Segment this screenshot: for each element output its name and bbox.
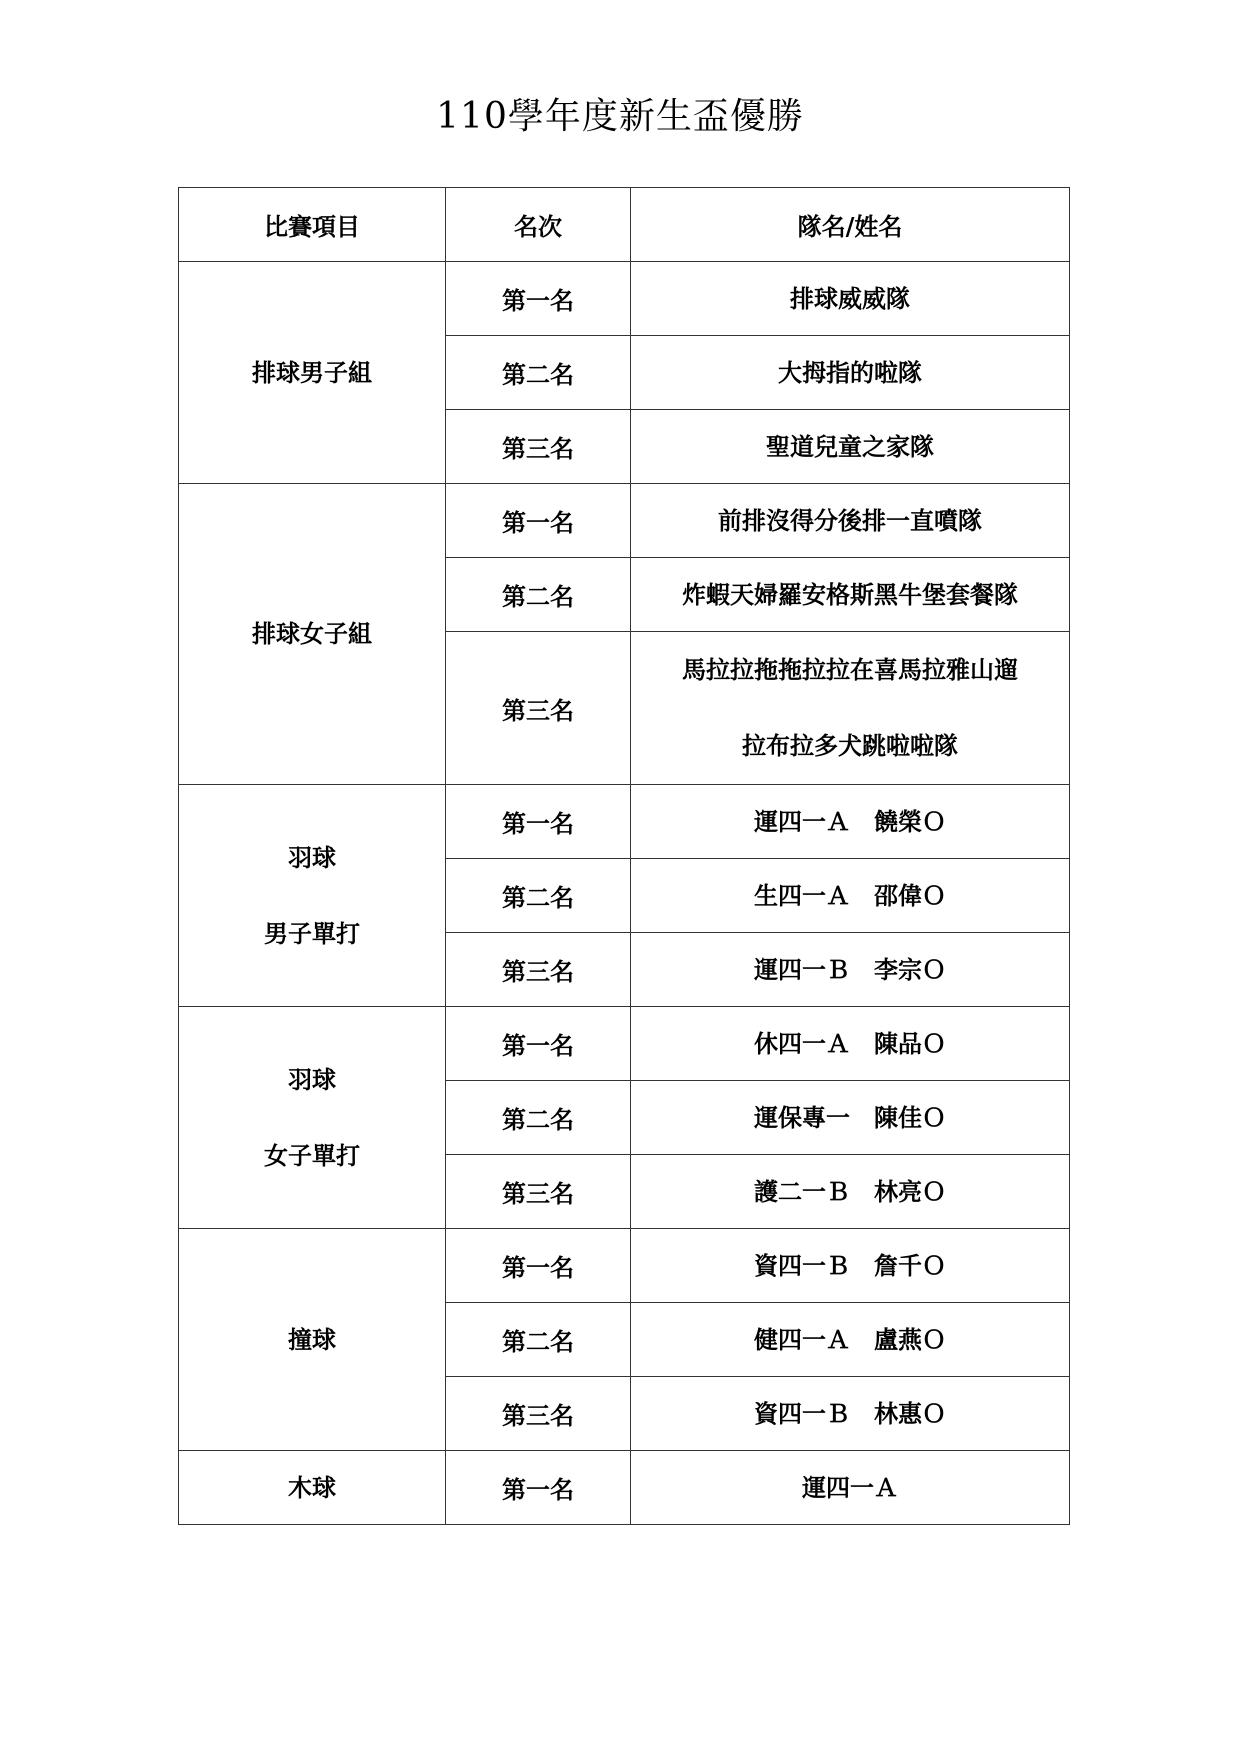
header-row: [179, 188, 1070, 262]
rank-cell: 第二名: [446, 1303, 631, 1377]
team-cell: [631, 1451, 1070, 1525]
rank-cell: 第三名: [446, 933, 631, 1007]
event-cell: [179, 785, 446, 1007]
team-cell: [631, 1007, 1070, 1081]
rank-cell: 第一名: [446, 1229, 631, 1303]
awards-body: [179, 262, 1070, 1525]
rank-cell: 第三名: [446, 1155, 631, 1229]
header-rank: 名次: [446, 188, 631, 262]
rank-cell: 第一名: [446, 1007, 631, 1081]
event-name-line: 羽球: [288, 842, 336, 872]
team-cell: [631, 558, 1070, 632]
awards-table: [178, 187, 1070, 1525]
rank-cell: 第一名: [446, 785, 631, 859]
event-name-line: 撞球: [288, 1324, 336, 1354]
team-name-line: 炸蝦天婦羅安格斯黑牛堡套餐隊: [682, 579, 1018, 609]
event-name-line: 羽球: [288, 1064, 336, 1094]
table-row: [179, 1007, 1070, 1081]
team-cell: [631, 785, 1070, 859]
rank-cell: 第二名: [446, 1081, 631, 1155]
event-cell: [179, 1451, 446, 1525]
page-title: 110學年度新生盃優勝: [436, 96, 804, 137]
team-name-line: 排球威威隊: [790, 283, 910, 313]
team-name-line: 前排沒得分後排一直噴隊: [718, 505, 982, 535]
team-cell: [631, 933, 1070, 1007]
team-name-line: 生四一Ａ 邵偉Ｏ: [754, 880, 946, 910]
team-name-line: 大拇指的啦隊: [778, 357, 922, 387]
table-row: [179, 262, 1070, 336]
rank-cell: 第二名: [446, 558, 631, 632]
rank-cell: 第一名: [446, 484, 631, 558]
event-name-line: 男子單打: [264, 918, 360, 948]
team-cell: [631, 336, 1070, 410]
rank-cell: 第三名: [446, 632, 631, 785]
team-name-line: 拉布拉多犬跳啦啦隊: [742, 731, 958, 760]
team-name-line: 資四一Ｂ 林惠Ｏ: [754, 1398, 946, 1428]
rank-cell: 第三名: [446, 1377, 631, 1451]
team-name-line: 運四一Ａ 饒榮Ｏ: [754, 806, 946, 836]
rank-cell: 第二名: [446, 336, 631, 410]
team-cell: [631, 1377, 1070, 1451]
event-name-line: 排球男子組: [252, 357, 372, 387]
event-name-line: 女子單打: [264, 1140, 360, 1170]
event-cell: [179, 484, 446, 785]
team-cell: [631, 410, 1070, 484]
table-row: [179, 1451, 1070, 1525]
header-team: 隊名/姓名: [631, 188, 1070, 262]
team-cell: [631, 1229, 1070, 1303]
table-row: [179, 484, 1070, 558]
rank-cell: 第一名: [446, 262, 631, 336]
team-name-line: 運四一Ｂ 李宗Ｏ: [754, 954, 946, 984]
rank-cell: 第三名: [446, 410, 631, 484]
team-cell: [631, 484, 1070, 558]
team-name-line: 休四一Ａ 陳品Ｏ: [754, 1028, 946, 1058]
event-cell: [179, 1007, 446, 1229]
event-name-line: 木球: [288, 1472, 336, 1502]
table-row: [179, 1229, 1070, 1303]
team-name-line: 運保專一 陳佳Ｏ: [754, 1102, 946, 1132]
team-name-line: 護二一Ｂ 林亮Ｏ: [754, 1176, 946, 1206]
team-name-line: 資四一Ｂ 詹千Ｏ: [754, 1250, 946, 1280]
rank-cell: 第二名: [446, 859, 631, 933]
team-cell: [631, 1081, 1070, 1155]
event-name-line: 排球女子組: [252, 619, 372, 648]
team-cell: [631, 632, 1070, 785]
team-cell: [631, 1303, 1070, 1377]
table-row: [179, 785, 1070, 859]
team-name-line: 運四一Ａ: [802, 1472, 898, 1502]
team-name-line: 健四一Ａ 盧燕Ｏ: [754, 1324, 946, 1354]
event-cell: [179, 262, 446, 484]
header-event: 比賽項目: [179, 188, 446, 262]
team-cell: [631, 1155, 1070, 1229]
team-cell: [631, 859, 1070, 933]
team-name-line: 馬拉拉拖拖拉拉在喜馬拉雅山遛: [682, 655, 1018, 684]
rank-cell: 第一名: [446, 1451, 631, 1525]
team-name-line: 聖道兒童之家隊: [766, 431, 934, 461]
event-cell: [179, 1229, 446, 1451]
team-cell: [631, 262, 1070, 336]
